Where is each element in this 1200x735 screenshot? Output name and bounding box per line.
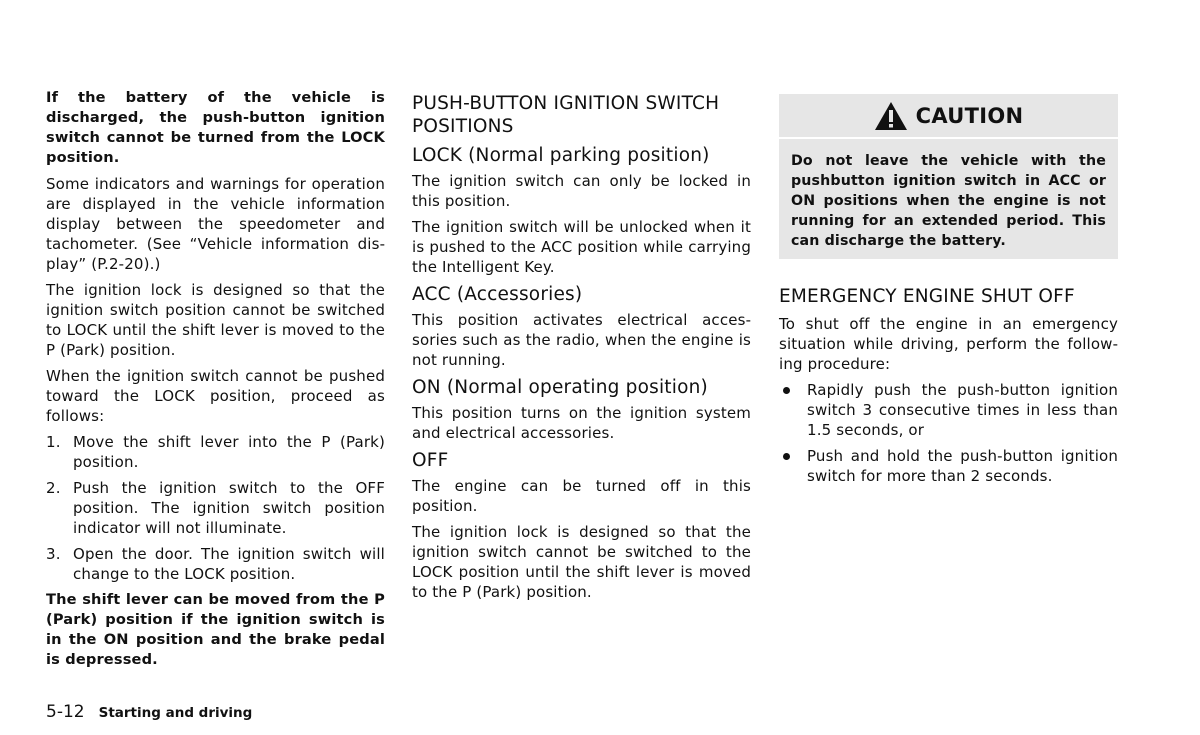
emergency-intro: To shut off the engine in an emergency situation while driving, perform the following procedure: xyxy=(779,315,1118,373)
page-footer xyxy=(46,702,252,722)
on-paragraph: This position turns on the ignition system and electrical accessories. xyxy=(412,404,751,442)
bullet-icon xyxy=(783,387,790,394)
on-heading: ON (Normal operating position) xyxy=(412,377,708,398)
caution-text: Do not leave the vehicle with the pushbutton ignition switch in ACC or ON positions when the engine is not running for an extended period. This can discharge the battery. xyxy=(791,153,1106,249)
right-column xyxy=(779,88,1118,492)
lock-paragraph-2: The ignition switch will be unlocked when it is pushed to the ACC position while carrying the Intelligent Key. xyxy=(412,218,751,276)
caution-box xyxy=(779,94,1118,259)
emergency-steps xyxy=(779,380,1118,486)
emergency-heading: EMERGENCY ENGINE SHUT OFF xyxy=(779,286,1075,307)
lock-paragraph-1: The ignition switch can only be locked in this position. xyxy=(412,172,751,210)
bullet-icon xyxy=(783,453,790,460)
page-number: 5-12 xyxy=(46,702,85,722)
section-heading: PUSH-BUTTON IGNITION SWITCH POSITIONS xyxy=(412,93,720,137)
acc-paragraph: This position activates electrical accessories such as the radio, when the engine is not running. xyxy=(412,311,751,369)
list-item: Push and hold the push-button ignition switch for more than 2 seconds. xyxy=(779,446,1118,486)
caution-header xyxy=(779,94,1118,139)
ignition-lock-paragraph: The ignition lock is designed so that the ignition switch position cannot be switched to LOCK until the shift lever is moved to the P (Park) position. xyxy=(46,281,385,359)
middle-column xyxy=(412,88,751,608)
shift-lever-note: The shift lever can be moved from the P (Park) position if the ignition switch is in the ON position and the brake pedal is depressed. xyxy=(46,591,385,668)
off-paragraph-1: The engine can be turned off in this position. xyxy=(412,477,751,515)
section-title: Starting and driving xyxy=(98,705,253,721)
caution-body xyxy=(779,139,1118,259)
warning-triangle-icon xyxy=(874,101,908,131)
procedure-intro: When the ignition switch cannot be pushed toward the LOCK position, proceed as follows: xyxy=(46,367,385,425)
list-item: 2. Push the ignition switch to the OFF position. The ignition switch position indicator will not illuminate. xyxy=(46,479,385,537)
off-heading: OFF xyxy=(412,450,449,471)
battery-note: If the battery of the vehicle is discharged, the push-button ignition switch cannot be turned from the LOCK position. xyxy=(46,89,385,166)
list-item: 3. Open the door. The ignition switch will change to the LOCK position. xyxy=(46,545,385,583)
lock-heading: LOCK (Normal parking position) xyxy=(412,145,710,166)
indicator-paragraph: Some indicators and warnings for operation are displayed in the vehicle information display between the speedometer and tachometer. (See “Vehicle information display” (P.2-20).) xyxy=(46,175,385,273)
procedure-steps xyxy=(46,432,385,584)
left-column xyxy=(46,88,385,676)
list-item: 1. Move the shift lever into the P (Park) position. xyxy=(46,433,385,471)
list-item: Rapidly push the push-button ignition switch 3 consecutive times in less than 1.5 seconds, or xyxy=(779,380,1118,440)
acc-heading: ACC (Accessories) xyxy=(412,284,583,305)
off-paragraph-2: The ignition lock is designed so that the ignition switch cannot be switched to the LOCK position until the shift lever is moved to the P (Park) position. xyxy=(412,523,751,601)
caution-title: CAUTION xyxy=(915,103,1024,128)
